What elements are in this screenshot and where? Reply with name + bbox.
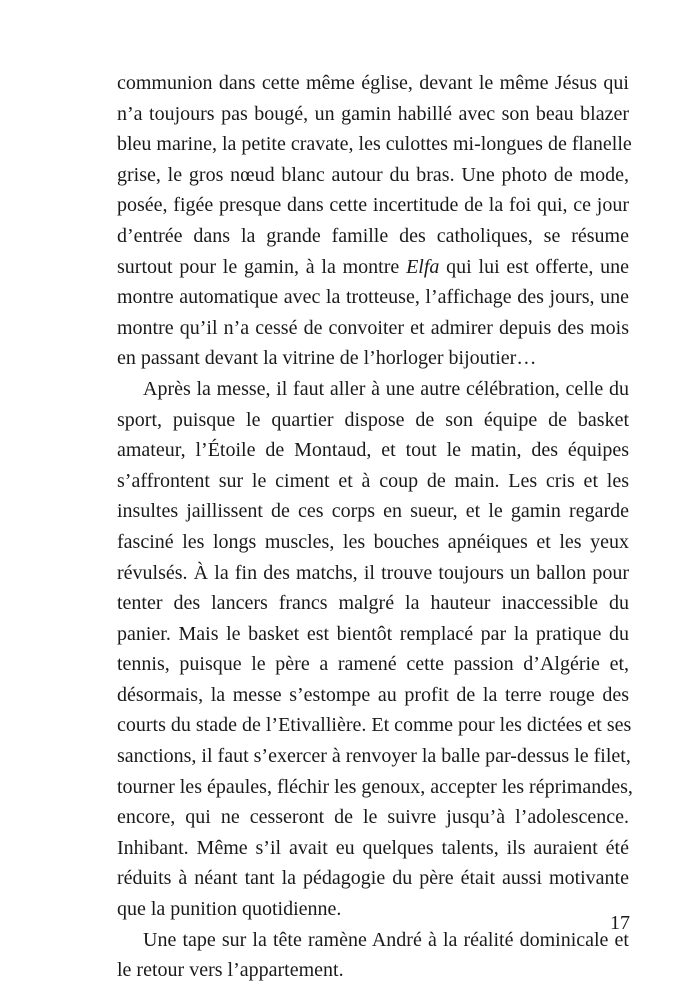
- text-segment: qui lui est offerte, une: [439, 255, 629, 278]
- text-line: en passant devant la vitrine de l’horloger bijoutier…: [117, 347, 537, 370]
- text-line: que la punition quotidienne.: [117, 898, 342, 921]
- text-line: montre automatique avec la trotteuse, l’affichage des jours, une: [117, 286, 629, 309]
- text-line: d’entrée dans la grande famille des catholiques, se résume: [117, 224, 629, 247]
- text-line: amateur, l’Étoile de Montaud, et tout le matin, des équipes: [117, 439, 629, 462]
- paragraph-start: Une tape sur la tête ramène André à la réalité dominicale et: [143, 928, 629, 951]
- text-line: réduits à néant tant la pédagogie du père était aussi motivante: [117, 867, 629, 890]
- text-line: courts du stade de l’Etivallière. Et comme pour les dictées et ses: [117, 714, 632, 737]
- text-line: insultes jaillissent de ces corps en sueur, et le gamin regarde: [117, 500, 629, 523]
- text-line: sport, puisque le quartier dispose de son équipe de basket: [117, 408, 629, 431]
- text-line: Inhibant. Même s’il avait eu quelques talents, ils auraient été: [117, 836, 629, 859]
- text-line: n’a toujours pas bougé, un gamin habillé avec son beau blazer: [117, 102, 629, 125]
- text-line: désormais, la messe s’estompe au profit de la terre rouge des: [117, 683, 629, 706]
- text-line: tenter des lancers francs malgré la hauteur inaccessible du: [117, 592, 629, 615]
- text-line: posée, figée presque dans cette incertitude de la foi qui, ce jour: [117, 194, 629, 217]
- text-line: bleu marine, la petite cravate, les culottes mi-longues de flanelle: [117, 133, 632, 156]
- text-line: le retour vers l’appartement.: [117, 959, 344, 982]
- text-line: panier. Mais le basket est bientôt remplacé par la pratique du: [117, 622, 629, 645]
- text-line: sanctions, il faut s’exercer à renvoyer la balle par-dessus le filet,: [117, 745, 631, 768]
- text-line: grise, le gros nœud blanc autour du bras. Une photo de mode,: [117, 163, 629, 186]
- body-text: [117, 68, 633, 986]
- text-line: s’affrontent sur le ciment et à coup de main. Les cris et les: [117, 469, 629, 492]
- text-segment: surtout pour le gamin, à la montre: [117, 255, 407, 278]
- text-line: tourner les épaules, fléchir les genoux, accepter les réprimandes,: [117, 775, 633, 798]
- text-line: révulsés. À la fin des matchs, il trouve toujours un ballon pour: [117, 561, 629, 584]
- text-line: communion dans cette même église, devant le même Jésus qui: [117, 72, 629, 94]
- text-line: tennis, puisque le père a ramené cette passion d’Algérie et,: [117, 653, 629, 676]
- text-line: [117, 252, 629, 283]
- text-line: fasciné les longs muscles, les bouches apnéiques et les yeux: [117, 530, 629, 553]
- paragraph-start: Après la messe, il faut aller à une autre célébration, celle du: [143, 377, 629, 400]
- text-line: encore, qui ne cesseront de le suivre jusqu’à l’adolescence.: [117, 806, 629, 829]
- text-line: montre qu’il n’a cessé de convoiter et admirer depuis des mois: [117, 316, 629, 339]
- watch-brand-italic: Elfa: [406, 255, 440, 278]
- page-number: 17: [610, 912, 630, 934]
